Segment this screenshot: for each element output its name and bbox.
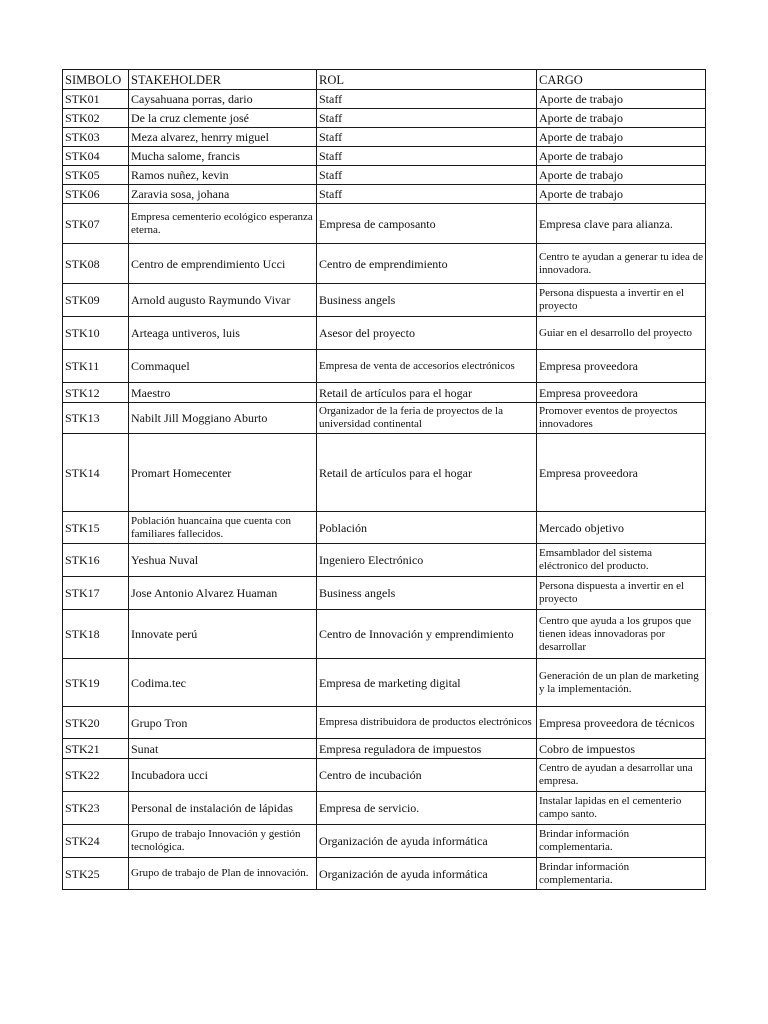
cell-simbolo: STK04: [63, 147, 129, 166]
cell-rol: Staff: [317, 147, 537, 166]
table-row: [63, 512, 706, 544]
cell-rol: Organización de ayuda informática: [317, 825, 537, 858]
cell-simbolo: STK05: [63, 166, 129, 185]
cell-rol: Organización de ayuda informática: [317, 858, 537, 890]
table-row: [63, 544, 706, 577]
stakeholder-table: [62, 69, 706, 890]
cell-rol: Empresa distribuidora de productos electrónicos: [317, 707, 537, 739]
cell-simbolo: STK01: [63, 90, 129, 109]
cell-simbolo: STK13: [63, 403, 129, 434]
cell-cargo: Aporte de trabajo: [537, 166, 706, 185]
cell-cargo: Empresa proveedora de técnicos: [537, 707, 706, 739]
cell-cargo: Instalar lapidas en el cementerio campo santo.: [537, 792, 706, 825]
table-row: [63, 166, 706, 185]
cell-cargo: Centro que ayuda a los grupos que tienen ideas innovadoras por desarrollar: [537, 610, 706, 659]
cell-simbolo: STK23: [63, 792, 129, 825]
cell-stakeholder: Sunat: [129, 739, 317, 759]
table-row: [63, 147, 706, 166]
cell-simbolo: STK16: [63, 544, 129, 577]
cell-rol: Empresa de venta de accesorios electrónicos: [317, 350, 537, 383]
cell-stakeholder: Ramos nuñez, kevin: [129, 166, 317, 185]
cell-rol: Staff: [317, 185, 537, 204]
cell-simbolo: STK25: [63, 858, 129, 890]
cell-rol: Centro de incubación: [317, 759, 537, 792]
header-stakeholder: STAKEHOLDER: [129, 70, 317, 90]
cell-simbolo: STK07: [63, 204, 129, 244]
cell-simbolo: STK14: [63, 434, 129, 512]
cell-simbolo: STK12: [63, 383, 129, 403]
table-row: [63, 858, 706, 890]
cell-stakeholder: Grupo de trabajo Innovación y gestión tecnológica.: [129, 825, 317, 858]
cell-rol: Centro de Innovación y emprendimiento: [317, 610, 537, 659]
table-row: [63, 128, 706, 147]
table-row: [63, 577, 706, 610]
cell-simbolo: STK17: [63, 577, 129, 610]
cell-simbolo: STK03: [63, 128, 129, 147]
cell-simbolo: STK18: [63, 610, 129, 659]
cell-rol: Empresa de marketing digital: [317, 659, 537, 707]
cell-stakeholder: Arteaga untiveros, luis: [129, 317, 317, 350]
cell-cargo: Centro te ayudan a generar tu idea de innovadora.: [537, 244, 706, 284]
cell-stakeholder: Incubadora ucci: [129, 759, 317, 792]
cell-rol: Empresa reguladora de impuestos: [317, 739, 537, 759]
cell-rol: Asesor del proyecto: [317, 317, 537, 350]
cell-simbolo: STK20: [63, 707, 129, 739]
cell-stakeholder: De la cruz clemente josé: [129, 109, 317, 128]
cell-stakeholder: Grupo de trabajo de Plan de innovación.: [129, 858, 317, 890]
cell-rol: Business angels: [317, 577, 537, 610]
table-row: [63, 109, 706, 128]
cell-cargo: Empresa proveedora: [537, 350, 706, 383]
cell-cargo: Cobro de impuestos: [537, 739, 706, 759]
cell-stakeholder: Commaquel: [129, 350, 317, 383]
cell-rol: Organizador de la feria de proyectos de la universidad continental: [317, 403, 537, 434]
cell-stakeholder: Innovate perú: [129, 610, 317, 659]
table-row: [63, 434, 706, 512]
table-row: [63, 659, 706, 707]
cell-rol: Staff: [317, 166, 537, 185]
cell-cargo: Brindar información complementaria.: [537, 825, 706, 858]
cell-cargo: Empresa proveedora: [537, 434, 706, 512]
table-row: [63, 204, 706, 244]
cell-stakeholder: Jose Antonio Alvarez Huaman: [129, 577, 317, 610]
cell-rol: Empresa de servicio.: [317, 792, 537, 825]
cell-rol: Retail de artículos para el hogar: [317, 383, 537, 403]
table-row: [63, 792, 706, 825]
cell-stakeholder: Codima.tec: [129, 659, 317, 707]
cell-cargo: Empresa clave para alianza.: [537, 204, 706, 244]
cell-simbolo: STK15: [63, 512, 129, 544]
cell-cargo: Aporte de trabajo: [537, 128, 706, 147]
table-row: [63, 739, 706, 759]
table-row: [63, 707, 706, 739]
cell-cargo: Aporte de trabajo: [537, 109, 706, 128]
cell-rol: Staff: [317, 128, 537, 147]
header-cargo: CARGO: [537, 70, 706, 90]
cell-cargo: Mercado objetivo: [537, 512, 706, 544]
cell-cargo: Emsamblador del sistema eléctronico del producto.: [537, 544, 706, 577]
cell-simbolo: STK06: [63, 185, 129, 204]
cell-simbolo: STK22: [63, 759, 129, 792]
table-row: [63, 90, 706, 109]
cell-rol: Business angels: [317, 284, 537, 317]
cell-cargo: Generación de un plan de marketing y la implementación.: [537, 659, 706, 707]
table-row: [63, 610, 706, 659]
cell-rol: Staff: [317, 90, 537, 109]
header-rol: ROL: [317, 70, 537, 90]
cell-stakeholder: Caysahuana porras, dario: [129, 90, 317, 109]
cell-cargo: Guiar en el desarrollo del proyecto: [537, 317, 706, 350]
cell-rol: Empresa de camposanto: [317, 204, 537, 244]
cell-simbolo: STK21: [63, 739, 129, 759]
cell-simbolo: STK10: [63, 317, 129, 350]
table-row: [63, 825, 706, 858]
cell-cargo: Empresa proveedora: [537, 383, 706, 403]
table-row: [63, 317, 706, 350]
cell-simbolo: STK24: [63, 825, 129, 858]
table-row: [63, 350, 706, 383]
cell-cargo: Aporte de trabajo: [537, 90, 706, 109]
cell-rol: Ingeniero Electrónico: [317, 544, 537, 577]
cell-rol: Staff: [317, 109, 537, 128]
cell-cargo: Aporte de trabajo: [537, 147, 706, 166]
cell-simbolo: STK08: [63, 244, 129, 284]
cell-cargo: Persona dispuesta a invertir en el proyecto: [537, 284, 706, 317]
cell-cargo: Brindar información complementaria.: [537, 858, 706, 890]
cell-simbolo: STK11: [63, 350, 129, 383]
cell-stakeholder: Yeshua Nuval: [129, 544, 317, 577]
cell-stakeholder: Centro de emprendimiento Ucci: [129, 244, 317, 284]
table-row: [63, 185, 706, 204]
header-simbolo: SIMBOLO: [63, 70, 129, 90]
table-header-row: [63, 70, 706, 90]
cell-stakeholder: Nabilt Jill Moggiano Aburto: [129, 403, 317, 434]
cell-rol: Centro de emprendimiento: [317, 244, 537, 284]
table-row: [63, 244, 706, 284]
cell-stakeholder: Maestro: [129, 383, 317, 403]
cell-stakeholder: Mucha salome, francis: [129, 147, 317, 166]
table-row: [63, 759, 706, 792]
cell-stakeholder: Promart Homecenter: [129, 434, 317, 512]
cell-stakeholder: Empresa cementerio ecológico esperanza eterna.: [129, 204, 317, 244]
cell-simbolo: STK09: [63, 284, 129, 317]
cell-stakeholder: Arnold augusto Raymundo Vivar: [129, 284, 317, 317]
cell-stakeholder: Población huancaína que cuenta con familiares fallecidos.: [129, 512, 317, 544]
cell-cargo: Centro de ayudan a desarrollar una empresa.: [537, 759, 706, 792]
table-row: [63, 383, 706, 403]
cell-stakeholder: Zaravia sosa, johana: [129, 185, 317, 204]
cell-cargo: Aporte de trabajo: [537, 185, 706, 204]
cell-stakeholder: Meza alvarez, henrry miguel: [129, 128, 317, 147]
cell-rol: Población: [317, 512, 537, 544]
table-row: [63, 284, 706, 317]
cell-simbolo: STK02: [63, 109, 129, 128]
cell-rol: Retail de artículos para el hogar: [317, 434, 537, 512]
cell-cargo: Persona dispuesta a invertir en el proyecto: [537, 577, 706, 610]
cell-cargo: Promover eventos de proyectos innovadores: [537, 403, 706, 434]
table-row: [63, 403, 706, 434]
cell-simbolo: STK19: [63, 659, 129, 707]
cell-stakeholder: Personal de instalación de lápidas: [129, 792, 317, 825]
cell-stakeholder: Grupo Tron: [129, 707, 317, 739]
